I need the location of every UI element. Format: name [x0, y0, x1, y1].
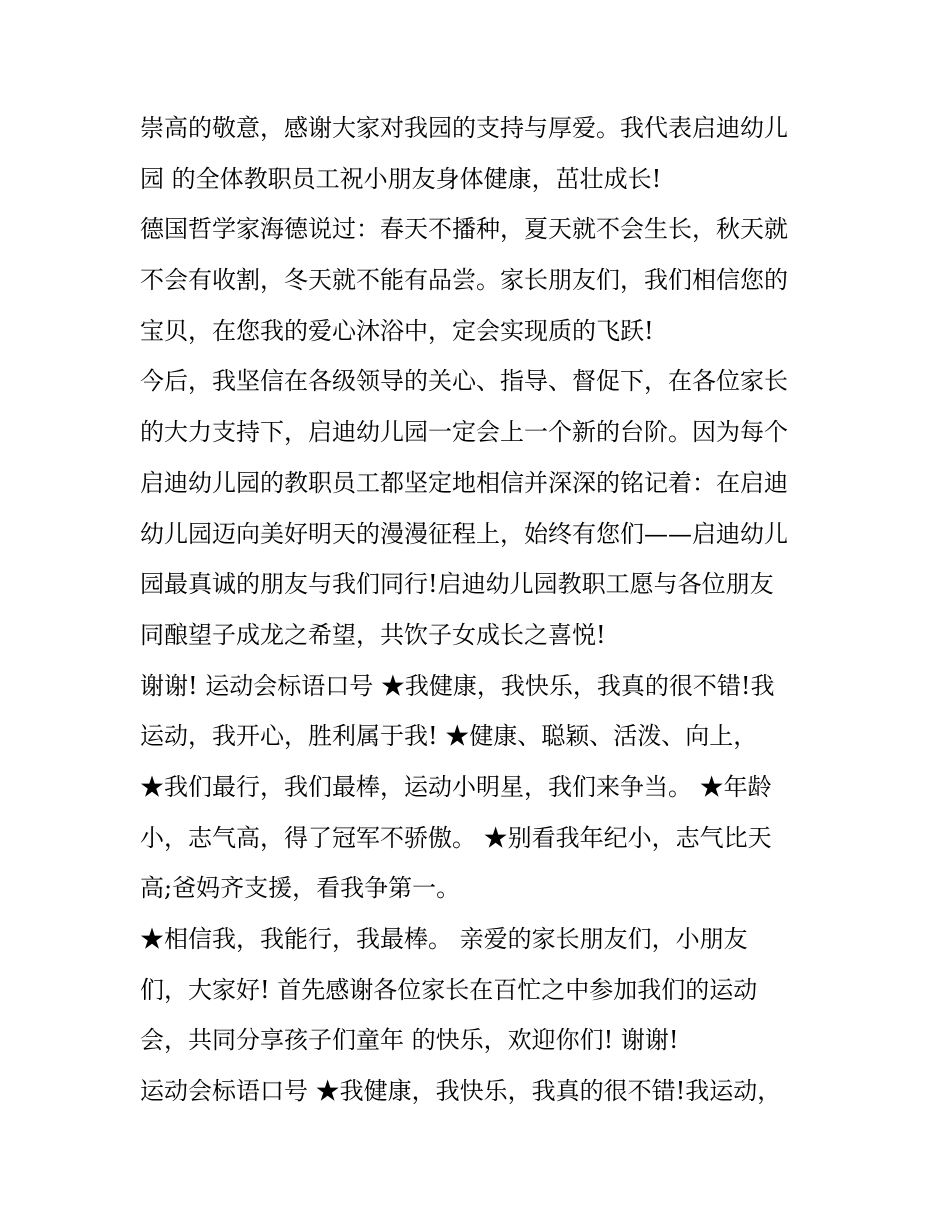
text-line: 同酿望子成龙之希望，共饮子女成长之喜悦!: [140, 620, 606, 649]
text-line: 运动，我开心，胜利属于我! ★健康、聪颖、活泼、向上，: [140, 722, 758, 751]
text-line: 今后，我坚信在各级领导的关心、指导、督促下，在各位家长: [140, 367, 788, 396]
text-line: 高;爸妈齐支援，看我争第一。: [140, 874, 461, 903]
text-line: 的大力支持下，启迪幼儿园一定会上一个新的台阶。因为每个: [140, 418, 788, 447]
text-line: 们，大家好! 首先感谢各位家长在百忙之中参加我们的运动: [140, 975, 758, 1004]
text-line: 不会有收割，冬天就不能有品尝。家长朋友们，我们相信您的: [140, 266, 788, 295]
text-line: 谢谢! 运动会标语口号 ★我健康，我快乐，我真的很不错!我: [140, 671, 775, 700]
text-line: ★相信我，我能行，我最棒。 亲爱的家长朋友们，小朋友: [140, 925, 748, 953]
text-line: 小，志气高，得了冠军不骄傲。 ★别看我年纪小，志气比天: [140, 823, 772, 852]
text-line: 园 的全体教职员工祝小朋友身体健康，茁壮成长!: [140, 164, 662, 193]
text-line: 会，共同分享孩子们童年 的快乐，欢迎你们! 谢谢!: [140, 1026, 679, 1055]
text-line: ★我们最行，我们最棒，运动小明星，我们来争当。 ★年龄: [140, 772, 772, 801]
text-line: 宝贝，在您我的爱心沐浴中，定会实现质的飞跃!: [140, 316, 654, 345]
text-line: 幼儿园迈向美好明天的漫漫征程上，始终有您们——启迪幼儿: [140, 519, 788, 548]
text-line: 园最真诚的朋友与我们同行!启迪幼儿园教职工愿与各位朋友: [140, 570, 774, 599]
text-line: 运动会标语口号 ★我健康，我快乐，我真的很不错!我运动，: [140, 1077, 782, 1106]
text-line: 崇高的敬意，感谢大家对我园的支持与厚爱。我代表启迪幼儿: [140, 114, 788, 142]
body-text: [140, 103, 840, 1117]
text-line: 德国哲学家海德说过：春天不播种，夏天就不会生长，秋天就: [140, 215, 788, 244]
text-line: 启迪幼儿园的教职员工都坚定地相信并深深的铭记着：在启迪: [140, 468, 788, 497]
